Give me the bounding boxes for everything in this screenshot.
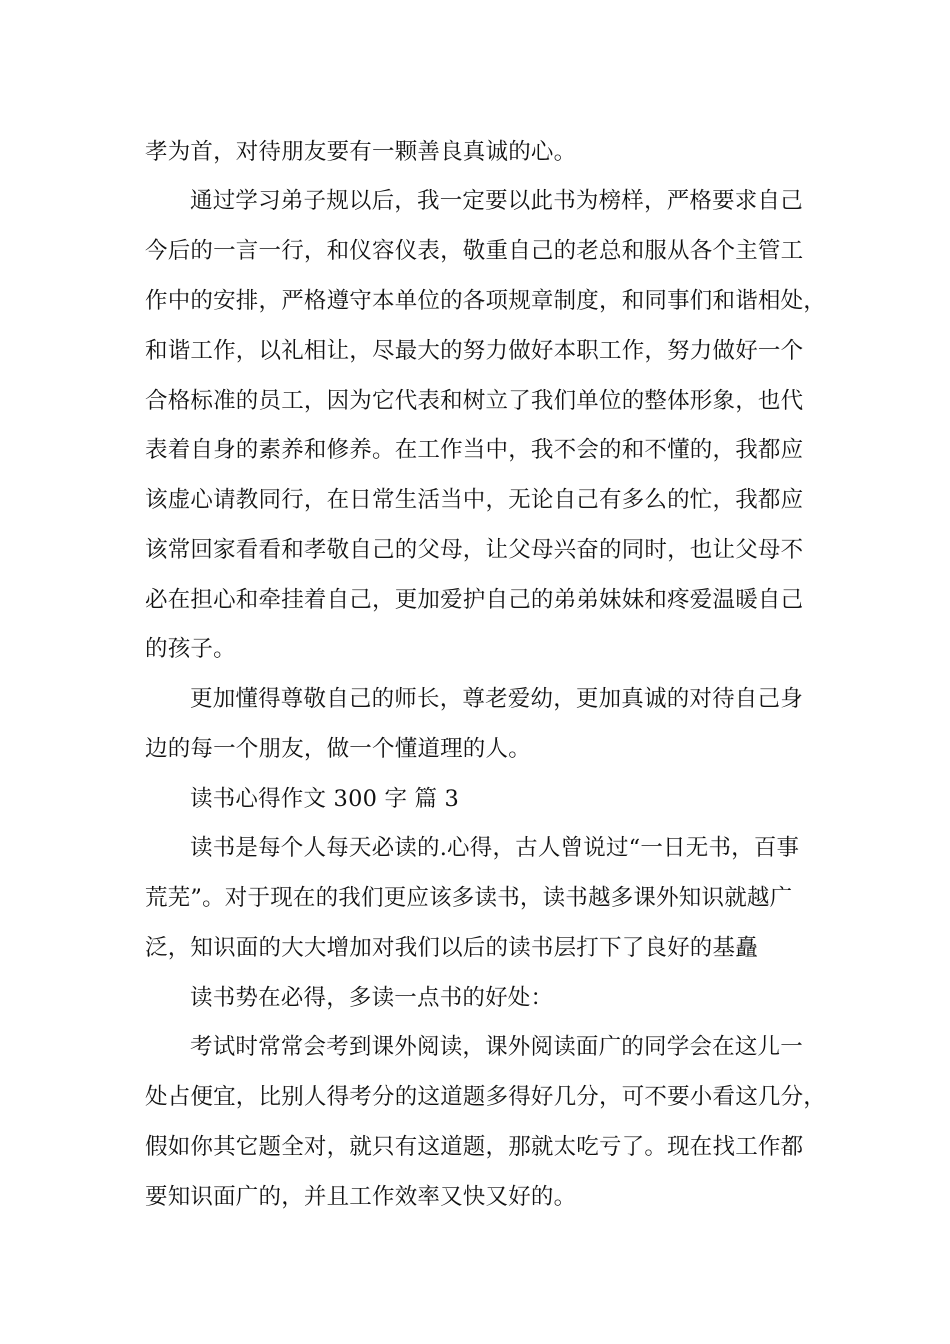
text-line: 的孩子。	[145, 636, 236, 662]
text-line: 和谐工作，以礼相让，尽最大的努力做好本职工作，努力做好一个	[145, 338, 804, 364]
text-line: 该常回家看看和孝敬自己的父母，让父母兴奋的同时，也让父母不	[145, 537, 804, 563]
text-line: 今后的一言一行，和仪容仪表，敬重自己的老总和服从各个主管工	[145, 238, 804, 264]
section-heading: 读书心得作文 300 字 篇 3	[190, 786, 460, 812]
paragraph-start-line: 考试时常常会考到课外阅读，课外阅读面广的同学会在这儿一	[190, 1034, 803, 1060]
paragraph-start-line: 读书是每个人每天必读的.心得，古人曾说过“一日无书，百事	[190, 835, 800, 861]
text-line: 假如你其它题全对，就只有这道题，那就太吃亏了。现在找工作都	[145, 1134, 804, 1160]
text-line: 要知识面广的，并且工作效率又快又好的。	[145, 1184, 577, 1210]
text-line: 该虚心请教同行，在日常生活当中，无论自己有多么的忙，我都应	[145, 487, 804, 513]
paragraph-start-line: 更加懂得尊敬自己的师长，尊老爱幼，更加真诚的对待自己身	[190, 686, 803, 712]
paragraph-start-line: 读书势在必得，多读一点书的好处：	[190, 985, 554, 1011]
text-line: 必在担心和牵挂着自己，更加爱护自己的弟弟妹妹和疼爱温暖自己	[145, 587, 804, 613]
paragraph-start-line: 通过学习弟子规以后，我一定要以此书为榜样，严格要求自己	[190, 188, 803, 214]
text-line: 合格标准的员工，因为它代表和树立了我们单位的整体形象，也代	[145, 388, 804, 414]
text-line: 作中的安排，严格遵守本单位的各项规章制度，和同事们和谐相处，	[145, 288, 827, 314]
text-line: 孝为首，对待朋友要有一颗善良真诚的心。	[145, 139, 577, 165]
text-line: 泛，知识面的大大增加对我们以后的读书层打下了良好的基矗	[145, 935, 758, 961]
text-line: 边的每一个朋友，做一个懂道理的人。	[145, 736, 531, 762]
text-line: 处占便宜，比别人得考分的这道题多得好几分，可不要小看这几分，	[145, 1084, 827, 1110]
text-line: 荒芜”。对于现在的我们更应该多读书，读书越多课外知识就越广	[145, 885, 793, 911]
text-line: 表着自身的素养和修养。在工作当中，我不会的和不懂的，我都应	[145, 437, 804, 463]
